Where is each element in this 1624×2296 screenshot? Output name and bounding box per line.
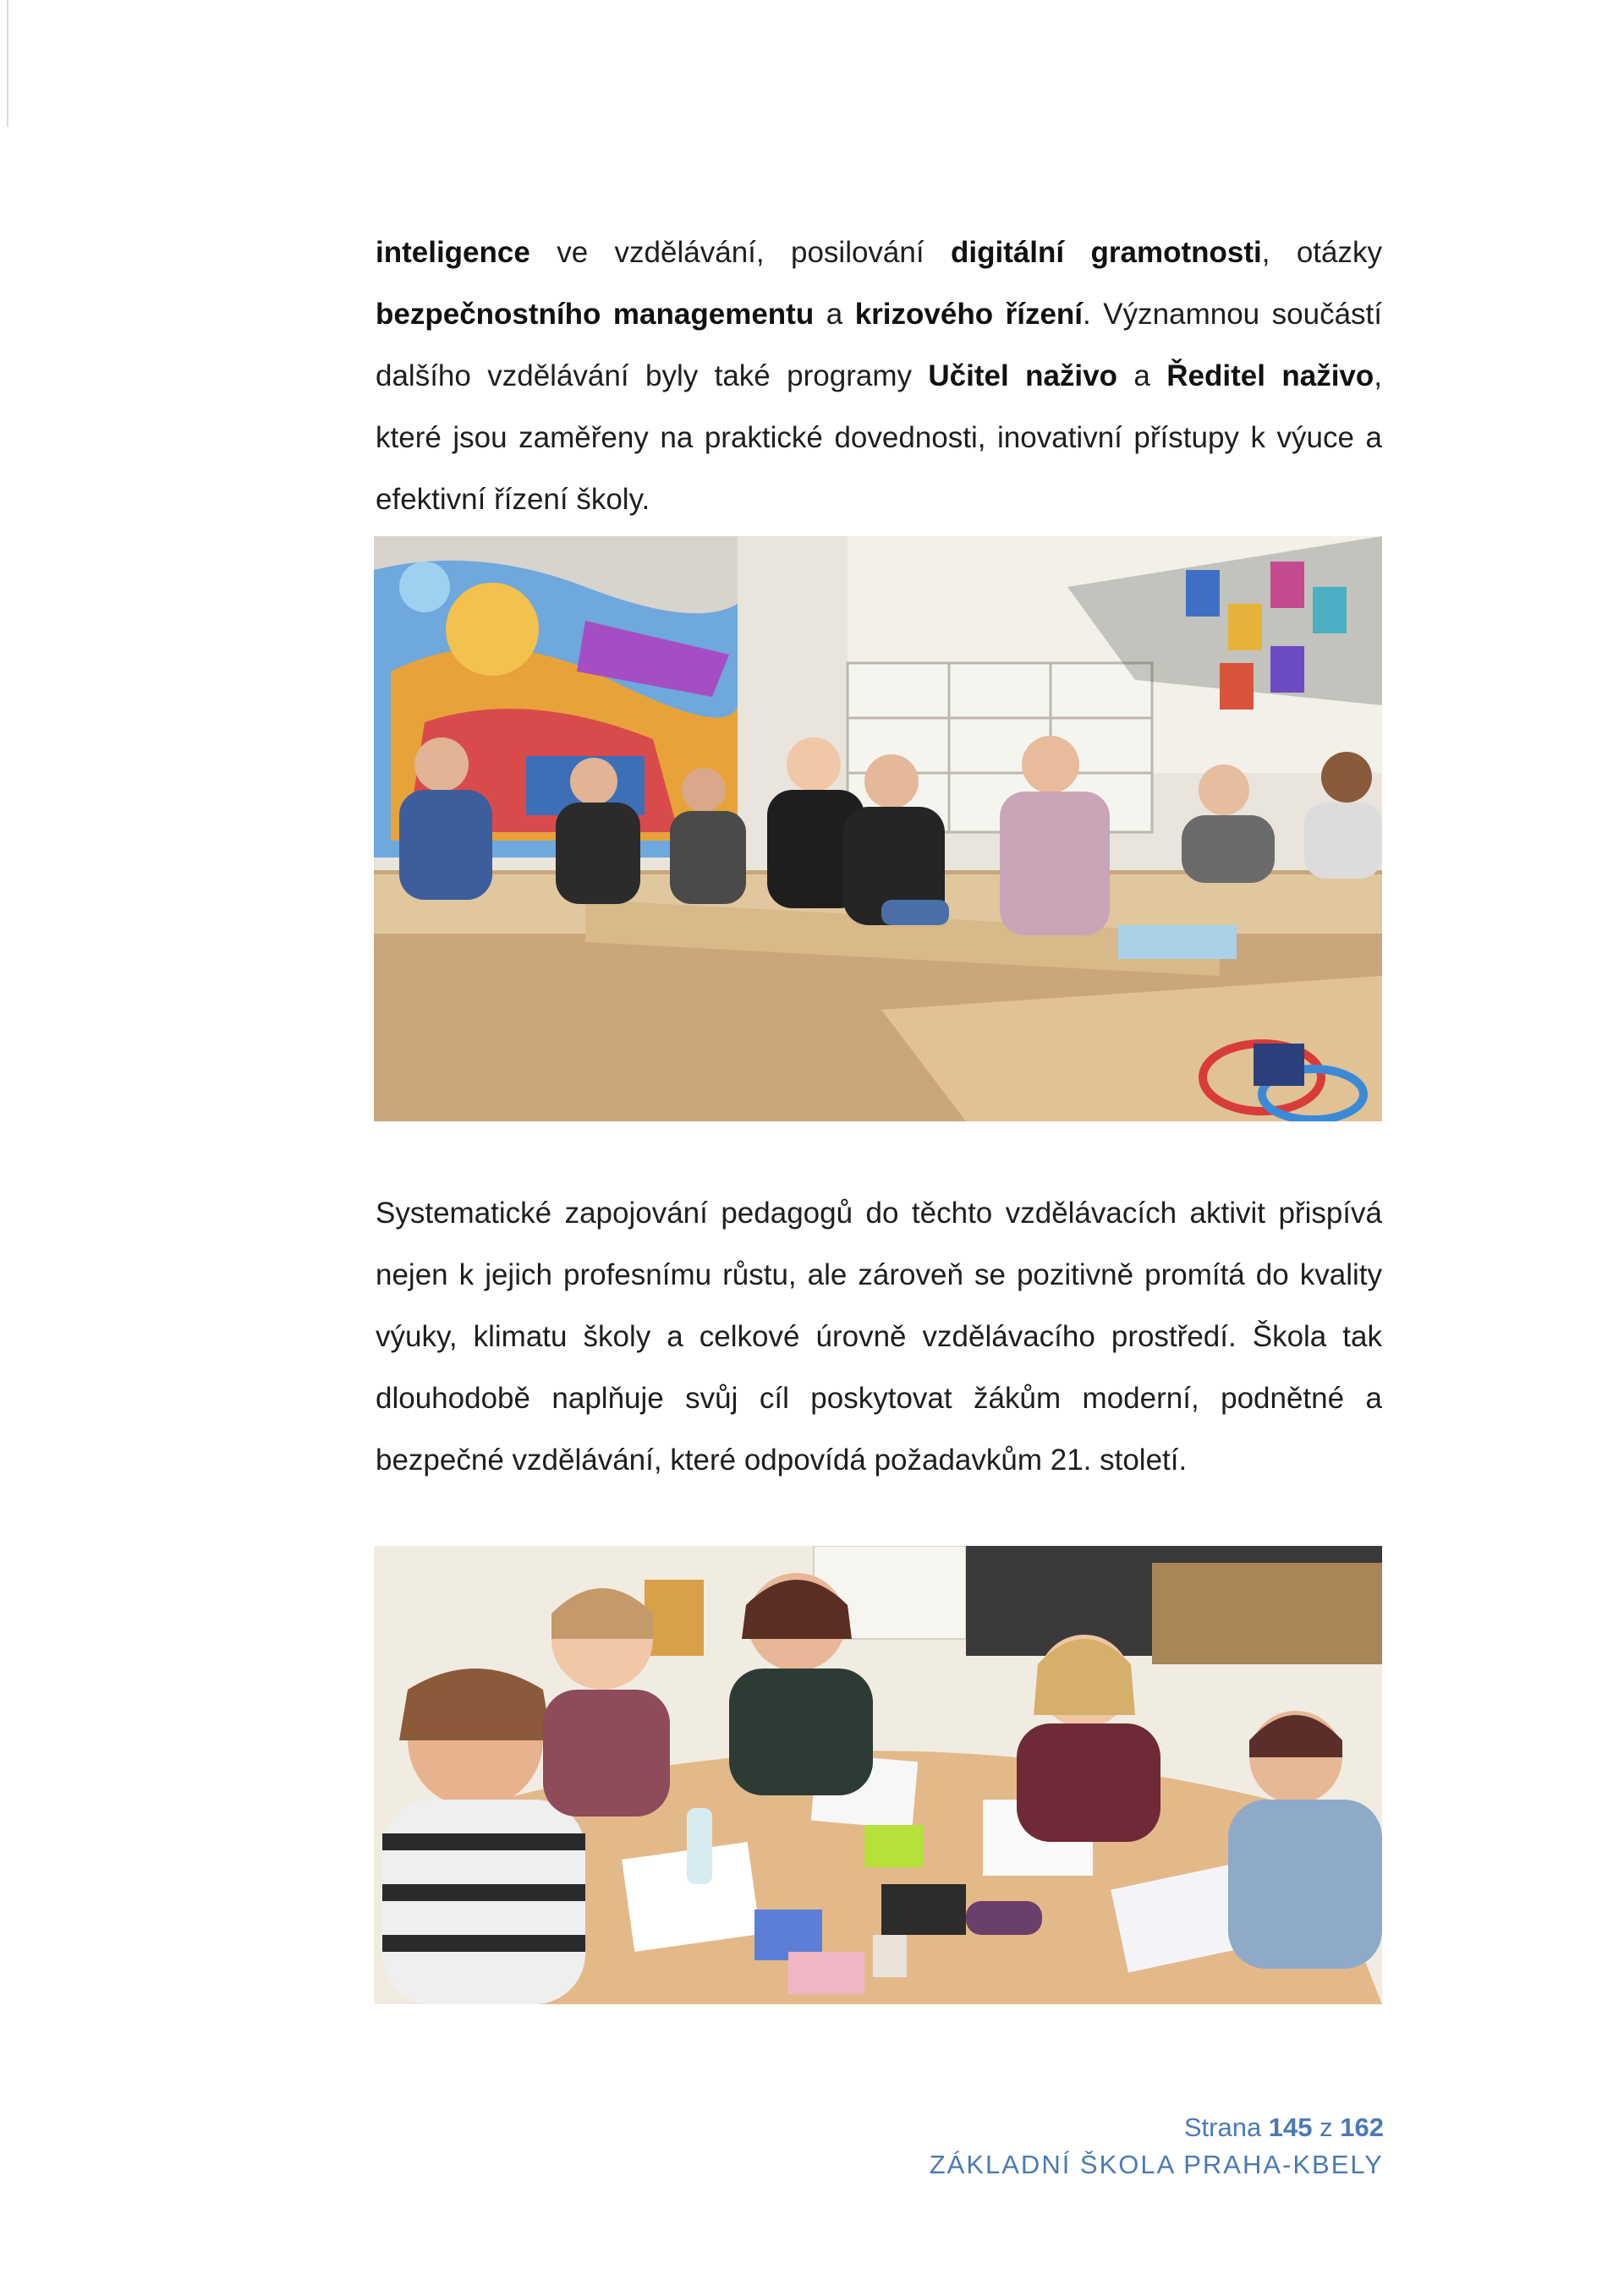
bold-term: bezpečnostního managementu bbox=[376, 298, 815, 331]
bold-term: inteligence bbox=[376, 236, 530, 269]
bold-term: Ředitel naživo bbox=[1166, 359, 1374, 392]
paragraph-continued: inteligence ve vzdělávání, posilování digitální gramotnosti, otázky bezpečnostního managementu a krizového řízení. Významnou součástí dalšího vzdělávání byly také programy Učitel naživo a Ředitel naživo, které jsou zaměřeny na praktické dovednosti, inovativní přístupy k výuce a efektivní řízení školy. bbox=[376, 236, 1382, 516]
bold-term: krizového řízení bbox=[854, 298, 1084, 331]
scan-edge-line bbox=[7, 0, 8, 127]
photo-teachers-painting bbox=[374, 1546, 1382, 2004]
page-number: Strana 145 z 162 bbox=[1183, 2112, 1384, 2142]
school-name: ZÁKLADNÍ ŠKOLA PRAHA-KBELY bbox=[929, 2150, 1384, 2179]
paragraph-summary: Systematické zapojování pedagogů do těchto vzdělávacích aktivit přispívá nejen k jejich profesnímu růstu, ale zároveň se pozitivně promítá do kvality výuky, klimatu školy a celkové úrovně vzdělávacího prostředí. Škola tak dlouhodobě naplňuje svůj cíl poskytovat žákům moderní, podnětné a bezpečné vzdělávání, které odpovídá požadavkům 21. století. bbox=[376, 1197, 1382, 1477]
photo-teachers-classroom bbox=[374, 536, 1382, 1121]
bold-term: digitální gramotnosti bbox=[950, 236, 1262, 269]
page-footer bbox=[930, 2109, 1384, 2184]
bold-term: Učitel naživo bbox=[928, 359, 1117, 392]
